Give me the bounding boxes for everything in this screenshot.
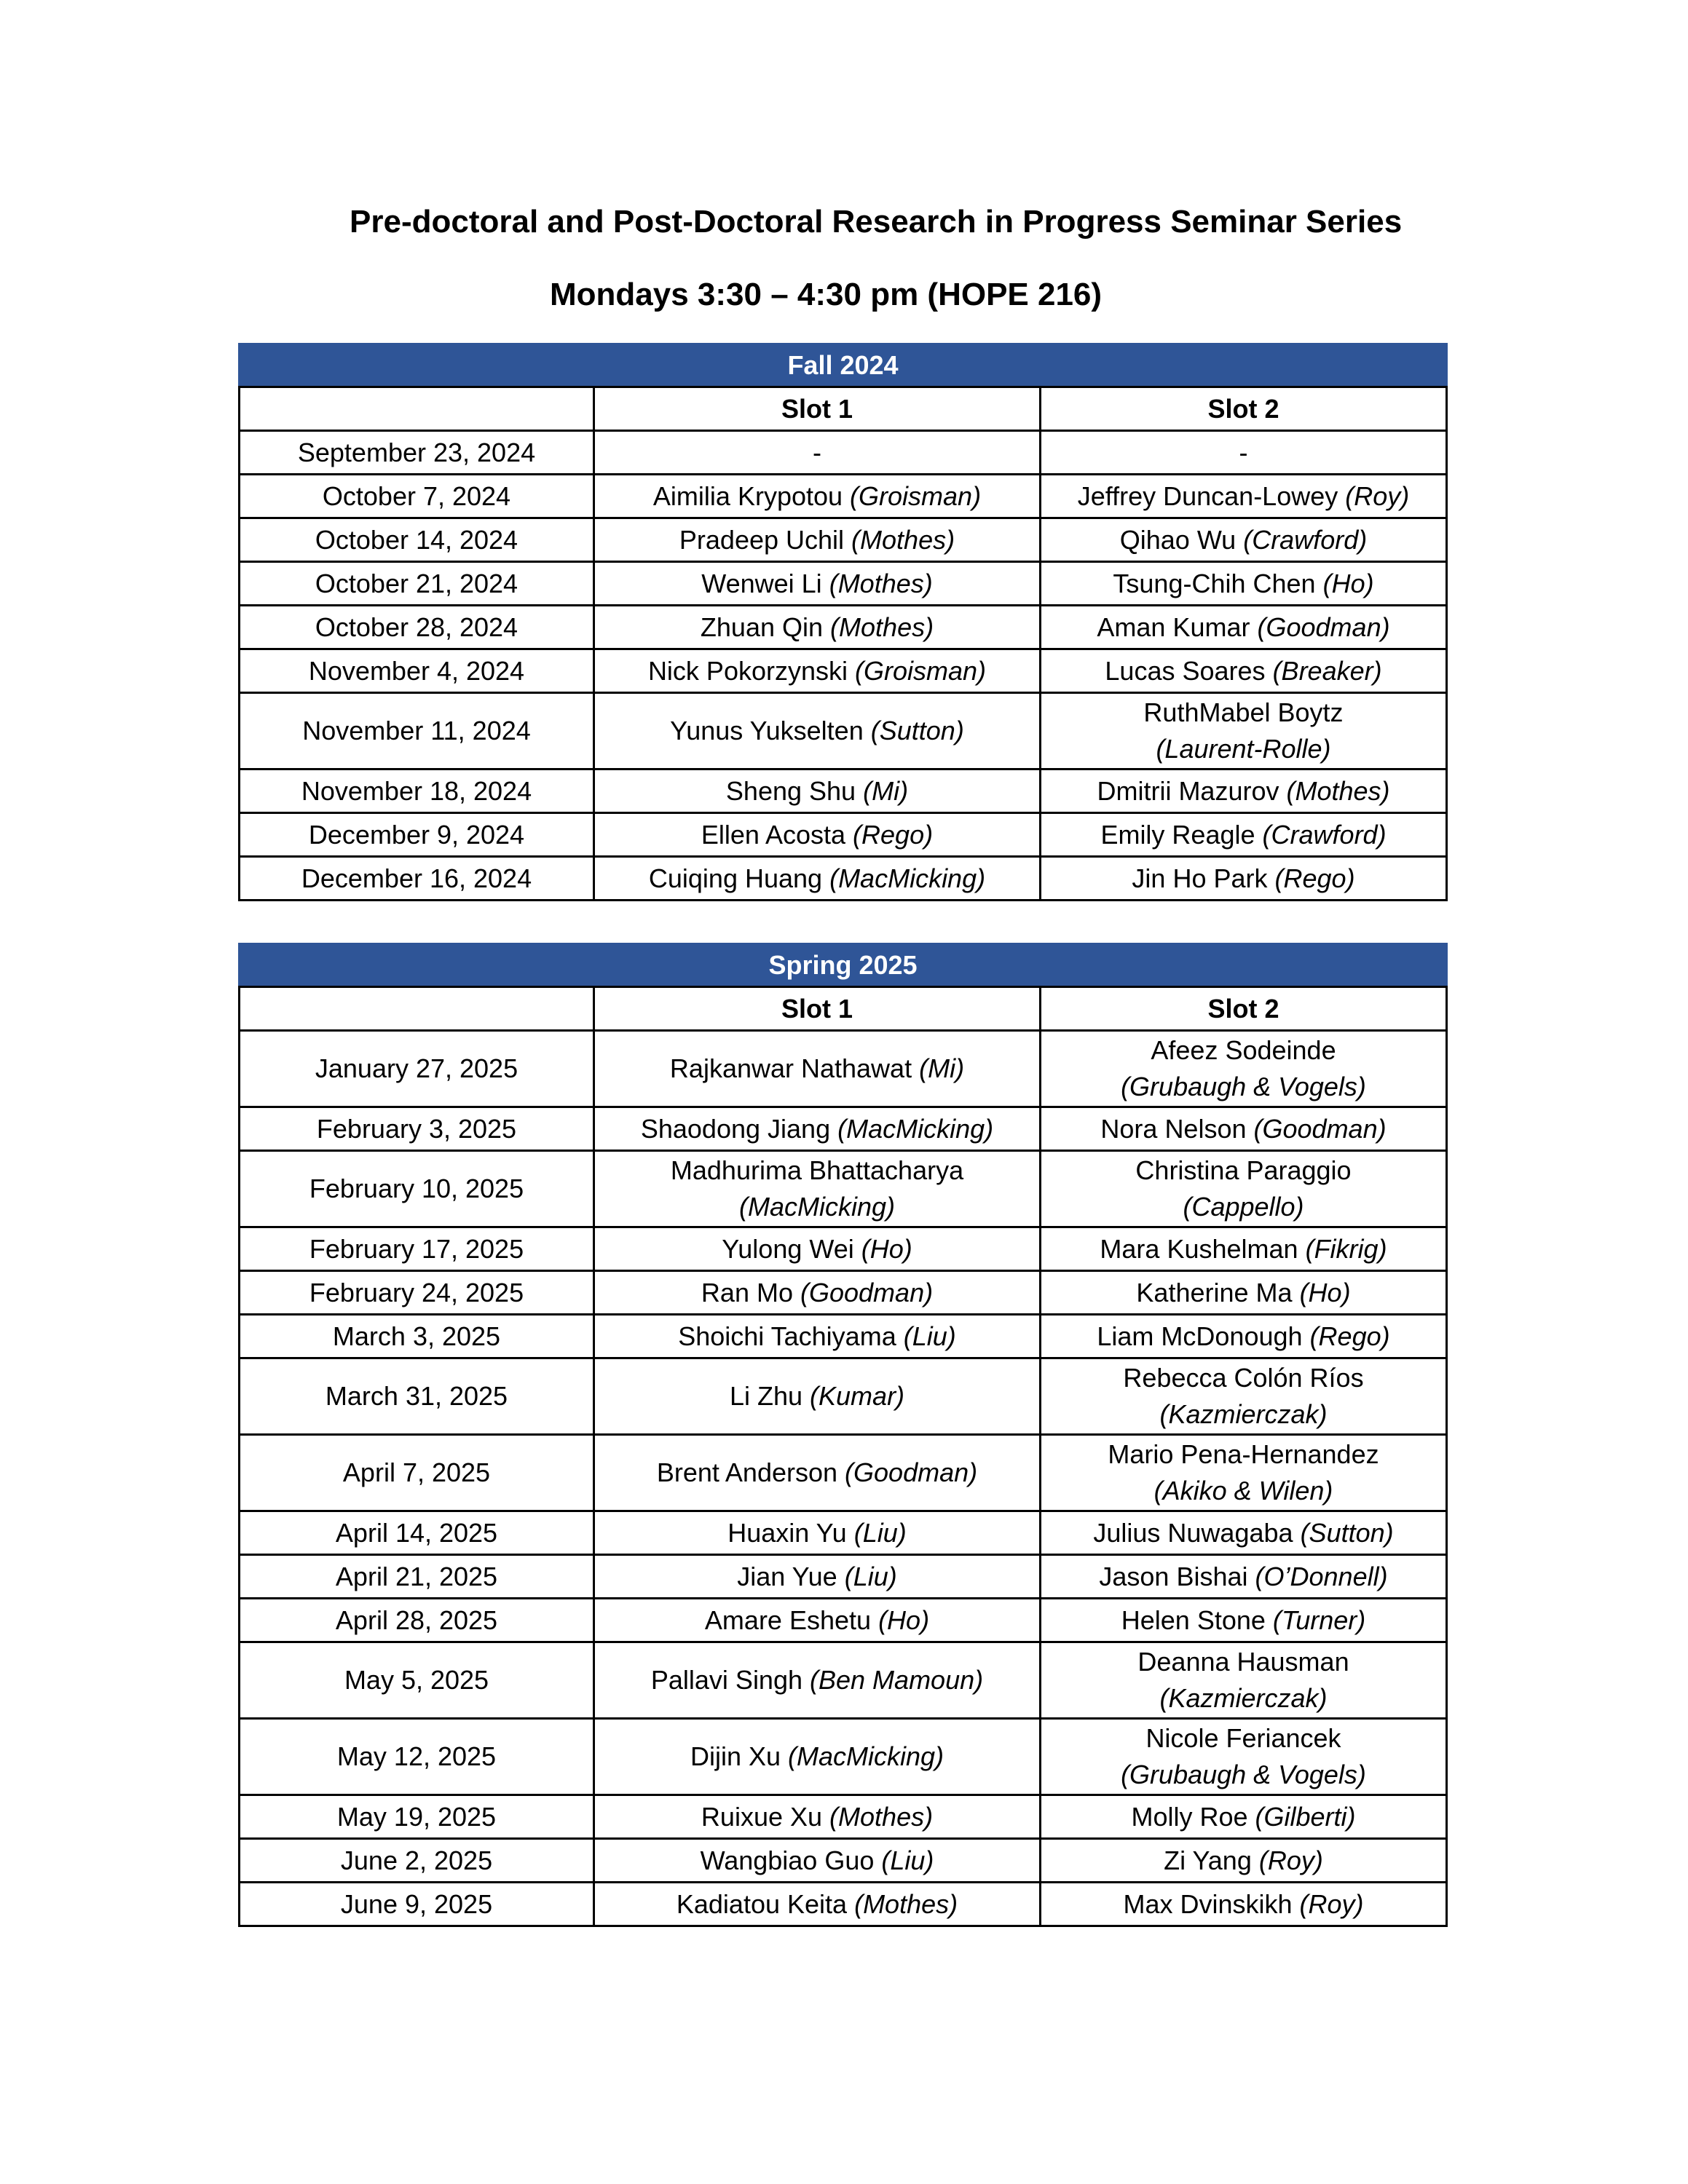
s1-lab: (Mi) (863, 775, 909, 806)
s2-lab: (Crawford) (1243, 524, 1368, 555)
s1-lab: (Liu) (903, 1321, 956, 1351)
s2-lab: (Rego) (1309, 1321, 1390, 1351)
table-row (240, 769, 1447, 813)
s1-cell (594, 606, 1041, 649)
s2-presenter: Molly Roe (1131, 1801, 1248, 1832)
s1-cell (594, 813, 1041, 857)
s2-lab: (Mothes) (1286, 775, 1390, 806)
s2-presenter: Mara Kushelman (1100, 1233, 1298, 1264)
s2-lab: (Rego) (1274, 863, 1355, 893)
term-header-row (240, 344, 1447, 387)
s2-presenter: RuthMabel Boytz (1143, 697, 1344, 727)
s2-presenter: Deanna Hausman (1137, 1647, 1349, 1677)
s1-cell (594, 857, 1041, 901)
s1-presenter: Madhurima Bhattacharya (670, 1155, 964, 1185)
s2-presenter: Aman Kumar (1097, 612, 1250, 642)
s2-presenter: Nora Nelson (1100, 1113, 1247, 1144)
s1-cell (594, 693, 1041, 769)
s1-lab: (Mothes) (851, 524, 955, 555)
s2-presenter: Julius Nuwagaba (1093, 1517, 1293, 1548)
s2-lab: (Goodman) (1253, 1113, 1387, 1144)
s2-cell (1041, 1315, 1447, 1358)
s1-cell (594, 1358, 1041, 1435)
slot2-header: Slot 2 (1041, 387, 1447, 431)
table-row (240, 649, 1447, 693)
s2-lab: (Ho) (1299, 1277, 1351, 1307)
date-cell: October 7, 2024 (240, 475, 594, 518)
slot2-header: Slot 2 (1041, 987, 1447, 1031)
s2-cell (1041, 1271, 1447, 1315)
table-row (240, 1435, 1447, 1511)
table-row (240, 857, 1447, 901)
s1-cell (594, 1151, 1041, 1227)
s1-cell (594, 1511, 1041, 1555)
s1-lab: (Liu) (844, 1561, 897, 1591)
s1-presenter: Shaodong Jiang (640, 1113, 831, 1144)
s2-presenter: Lucas Soares (1105, 655, 1266, 686)
s1-presenter: Yunus Yukselten (670, 716, 864, 745)
date-cell: February 10, 2025 (240, 1151, 594, 1227)
s2-cell (1041, 769, 1447, 813)
table-row (240, 1555, 1447, 1599)
s2-cell (1041, 649, 1447, 693)
date-cell: October 28, 2024 (240, 606, 594, 649)
table-row (240, 1883, 1447, 1926)
date-cell: November 11, 2024 (240, 693, 594, 769)
s1-presenter: Ellen Acosta (701, 819, 846, 850)
s1-presenter: Zhuan Qin (700, 612, 824, 642)
s1-presenter: Pallavi Singh (650, 1665, 802, 1695)
s2-cell (1041, 475, 1447, 518)
s1-presenter: Brent Anderson (656, 1457, 838, 1487)
table-row (240, 1031, 1447, 1107)
table-row (240, 693, 1447, 769)
s1-cell (594, 518, 1041, 562)
s1-presenter: Sheng Shu (725, 775, 856, 806)
s2-lab: (Ho) (1322, 568, 1374, 598)
s2-presenter: Mario Pena-Hernandez (1108, 1439, 1379, 1469)
date-cell: November 18, 2024 (240, 769, 594, 813)
s1-lab: (MacMicking) (738, 1192, 895, 1222)
s1-lab: (Sutton) (870, 716, 964, 745)
s1-cell (594, 1795, 1041, 1839)
s2-presenter: Qihao Wu (1119, 524, 1237, 555)
date-header (240, 987, 594, 1031)
s2-cell (1041, 1555, 1447, 1599)
date-cell: February 17, 2025 (240, 1227, 594, 1271)
date-cell: December 16, 2024 (240, 857, 594, 901)
s2-cell (1041, 1719, 1447, 1795)
date-cell: June 2, 2025 (240, 1839, 594, 1883)
s1-lab: (Kumar) (810, 1381, 905, 1411)
s2-presenter: Nicole Feriancek (1145, 1723, 1341, 1753)
date-cell: March 3, 2025 (240, 1315, 594, 1358)
s2-presenter: Zi Yang (1164, 1845, 1252, 1875)
page-title: Pre-doctoral and Post-Doctoral Research in Progress Seminar Series (350, 204, 1403, 240)
term-title: Fall 2024 (240, 344, 1447, 387)
s2-cell (1041, 1151, 1447, 1227)
s1-presenter: - (813, 437, 821, 467)
s1-lab: (Mi) (919, 1053, 965, 1083)
table-row (240, 562, 1447, 606)
s1-lab: (Mothes) (829, 1801, 934, 1832)
date-cell: April 28, 2025 (240, 1599, 594, 1642)
date-cell: May 12, 2025 (240, 1719, 594, 1795)
s1-lab: (Rego) (853, 819, 934, 850)
s2-lab: (Kazmierczak) (1159, 1399, 1328, 1429)
s2-lab: (Gilberti) (1255, 1801, 1356, 1832)
s1-cell (594, 1839, 1041, 1883)
s1-presenter: Li Zhu (729, 1381, 803, 1411)
s1-presenter: Ran Mo (701, 1277, 793, 1307)
s2-cell (1041, 813, 1447, 857)
s2-presenter: Max Dvinskikh (1123, 1888, 1293, 1919)
s1-lab: (MacMicking) (788, 1741, 944, 1771)
table-row (240, 518, 1447, 562)
date-cell: April 7, 2025 (240, 1435, 594, 1511)
term-header-row (240, 944, 1447, 987)
date-header (240, 387, 594, 431)
date-cell: May 19, 2025 (240, 1795, 594, 1839)
table-row (240, 1107, 1447, 1151)
s2-lab: (Sutton) (1300, 1517, 1394, 1548)
s1-presenter: Shoichi Tachiyama (678, 1321, 896, 1351)
s2-cell (1041, 1227, 1447, 1271)
s1-cell (594, 1719, 1041, 1795)
s2-presenter: Emily Reagle (1100, 819, 1255, 850)
s1-lab: (Groisman) (855, 655, 987, 686)
s1-lab: (MacMicking) (829, 863, 986, 893)
table-row (240, 1795, 1447, 1839)
date-cell: February 3, 2025 (240, 1107, 594, 1151)
table-row (240, 1315, 1447, 1358)
s1-cell (594, 649, 1041, 693)
s2-presenter: Katherine Ma (1136, 1277, 1293, 1307)
s1-cell (594, 1599, 1041, 1642)
s2-cell (1041, 1795, 1447, 1839)
s2-lab: (Goodman) (1257, 612, 1390, 642)
table-row (240, 1719, 1447, 1795)
s2-cell (1041, 693, 1447, 769)
s1-presenter: Cuiqing Huang (648, 863, 823, 893)
s2-presenter: Christina Paraggio (1135, 1155, 1352, 1185)
slot1-header: Slot 1 (594, 387, 1041, 431)
page-subtitle: Mondays 3:30 – 4:30 pm (HOPE 216) (550, 277, 1103, 312)
s2-cell (1041, 562, 1447, 606)
date-cell: October 14, 2024 (240, 518, 594, 562)
s1-presenter: Yulong Wei (722, 1233, 854, 1264)
s1-lab: (Ho) (861, 1233, 912, 1264)
s1-presenter: Aimilia Krypotou (652, 480, 843, 511)
table-row (240, 606, 1447, 649)
s2-lab: (Roy) (1258, 1845, 1323, 1875)
s1-cell (594, 769, 1041, 813)
s2-cell (1041, 1107, 1447, 1151)
s1-presenter: Ruixue Xu (701, 1801, 823, 1832)
s1-cell (594, 1107, 1041, 1151)
s2-presenter: Jason Bishai (1099, 1561, 1248, 1591)
column-header-row (240, 387, 1447, 431)
s1-presenter: Amare Eshetu (704, 1605, 872, 1635)
s2-cell (1041, 1435, 1447, 1511)
s2-lab: (Akiko & Wilen) (1153, 1476, 1333, 1506)
slot1-header: Slot 1 (594, 987, 1041, 1031)
s1-cell (594, 1435, 1041, 1511)
table-row (240, 1511, 1447, 1555)
s2-cell (1041, 1642, 1447, 1719)
s2-cell (1041, 1839, 1447, 1883)
date-cell: December 9, 2024 (240, 813, 594, 857)
fall-schedule-table (238, 343, 1448, 901)
s1-presenter: Rajkanwar Nathawat (669, 1053, 912, 1083)
s1-cell (594, 431, 1041, 475)
table-row (240, 1358, 1447, 1435)
s1-presenter: Kadiatou Keita (676, 1888, 848, 1919)
s2-presenter: - (1239, 437, 1248, 467)
s1-lab: (Groisman) (850, 480, 982, 511)
s2-lab: (Kazmierczak) (1159, 1683, 1328, 1713)
s2-lab: (Turner) (1272, 1605, 1366, 1635)
s1-cell (594, 1642, 1041, 1719)
s1-lab: (MacMicking) (837, 1113, 994, 1144)
s2-cell (1041, 857, 1447, 901)
date-cell: March 31, 2025 (240, 1358, 594, 1435)
s1-lab: (Goodman) (800, 1277, 934, 1307)
s1-cell (594, 475, 1041, 518)
s2-lab: (Cappello) (1183, 1192, 1304, 1222)
table-row (240, 813, 1447, 857)
s2-presenter: Tsung-Chih Chen (1113, 568, 1316, 598)
s2-presenter: Afeez Sodeinde (1151, 1035, 1336, 1065)
date-cell: November 4, 2024 (240, 649, 594, 693)
s1-cell (594, 562, 1041, 606)
s1-lab: (Liu) (853, 1517, 907, 1548)
s2-lab: (O’Donnell) (1255, 1561, 1388, 1591)
table-row (240, 1599, 1447, 1642)
s2-lab: (Grubaugh & Vogels) (1121, 1760, 1366, 1789)
s1-cell (594, 1031, 1041, 1107)
s1-presenter: Dijin Xu (690, 1741, 781, 1771)
s1-lab: (Goodman) (845, 1457, 978, 1487)
s1-presenter: Huaxin Yu (727, 1517, 847, 1548)
s1-lab: (Mothes) (829, 568, 933, 598)
s2-lab: (Fikrig) (1305, 1233, 1387, 1264)
s1-lab: (Liu) (881, 1845, 934, 1875)
table-row (240, 1642, 1447, 1719)
table-row (240, 1151, 1447, 1227)
table-row (240, 1227, 1447, 1271)
s1-cell (594, 1883, 1041, 1926)
s1-lab: (Mothes) (854, 1888, 958, 1919)
s1-cell (594, 1315, 1041, 1358)
table-row (240, 475, 1447, 518)
s1-presenter: Nick Pokorzynski (647, 655, 848, 686)
s2-lab: (Breaker) (1272, 655, 1382, 686)
s1-lab: (Mothes) (830, 612, 934, 642)
spring-schedule-table (238, 943, 1448, 1927)
s1-cell (594, 1555, 1041, 1599)
table-row (240, 1839, 1447, 1883)
date-cell: June 9, 2025 (240, 1883, 594, 1926)
s1-presenter: Jian Yue (737, 1561, 837, 1591)
s2-cell (1041, 1031, 1447, 1107)
date-cell: February 24, 2025 (240, 1271, 594, 1315)
date-cell: January 27, 2025 (240, 1031, 594, 1107)
s2-cell (1041, 1511, 1447, 1555)
term-title: Spring 2025 (240, 944, 1447, 987)
s2-presenter: Jin Ho Park (1132, 863, 1268, 893)
s1-cell (594, 1227, 1041, 1271)
s2-presenter: Rebecca Colón Ríos (1123, 1363, 1364, 1393)
date-cell: October 21, 2024 (240, 562, 594, 606)
s1-presenter: Wenwei Li (701, 568, 822, 598)
s2-presenter: Dmitrii Mazurov (1097, 775, 1279, 806)
s2-lab: (Roy) (1299, 1888, 1364, 1919)
s1-lab: (Ben Mamoun) (810, 1665, 984, 1695)
s2-lab: (Laurent-Rolle) (1156, 734, 1331, 764)
s2-lab: (Crawford) (1262, 819, 1387, 850)
date-cell: September 23, 2024 (240, 431, 594, 475)
s2-lab: (Roy) (1345, 480, 1410, 511)
s2-lab: (Grubaugh & Vogels) (1121, 1072, 1366, 1101)
s2-cell (1041, 518, 1447, 562)
s2-presenter: Helen Stone (1121, 1605, 1266, 1635)
s1-cell (594, 1271, 1041, 1315)
s2-presenter: Jeffrey Duncan-Lowey (1077, 480, 1338, 511)
s1-presenter: Pradeep Uchil (679, 524, 845, 555)
s2-cell (1041, 1358, 1447, 1435)
s2-cell (1041, 431, 1447, 475)
table-row (240, 431, 1447, 475)
column-header-row (240, 987, 1447, 1031)
date-cell: May 5, 2025 (240, 1642, 594, 1719)
s2-cell (1041, 1599, 1447, 1642)
s2-cell (1041, 1883, 1447, 1926)
s1-lab: (Ho) (878, 1605, 930, 1635)
s1-presenter: Wangbiao Guo (700, 1845, 875, 1875)
s2-cell (1041, 606, 1447, 649)
s2-presenter: Liam McDonough (1097, 1321, 1303, 1351)
date-cell: April 14, 2025 (240, 1511, 594, 1555)
table-row (240, 1271, 1447, 1315)
date-cell: April 21, 2025 (240, 1555, 594, 1599)
